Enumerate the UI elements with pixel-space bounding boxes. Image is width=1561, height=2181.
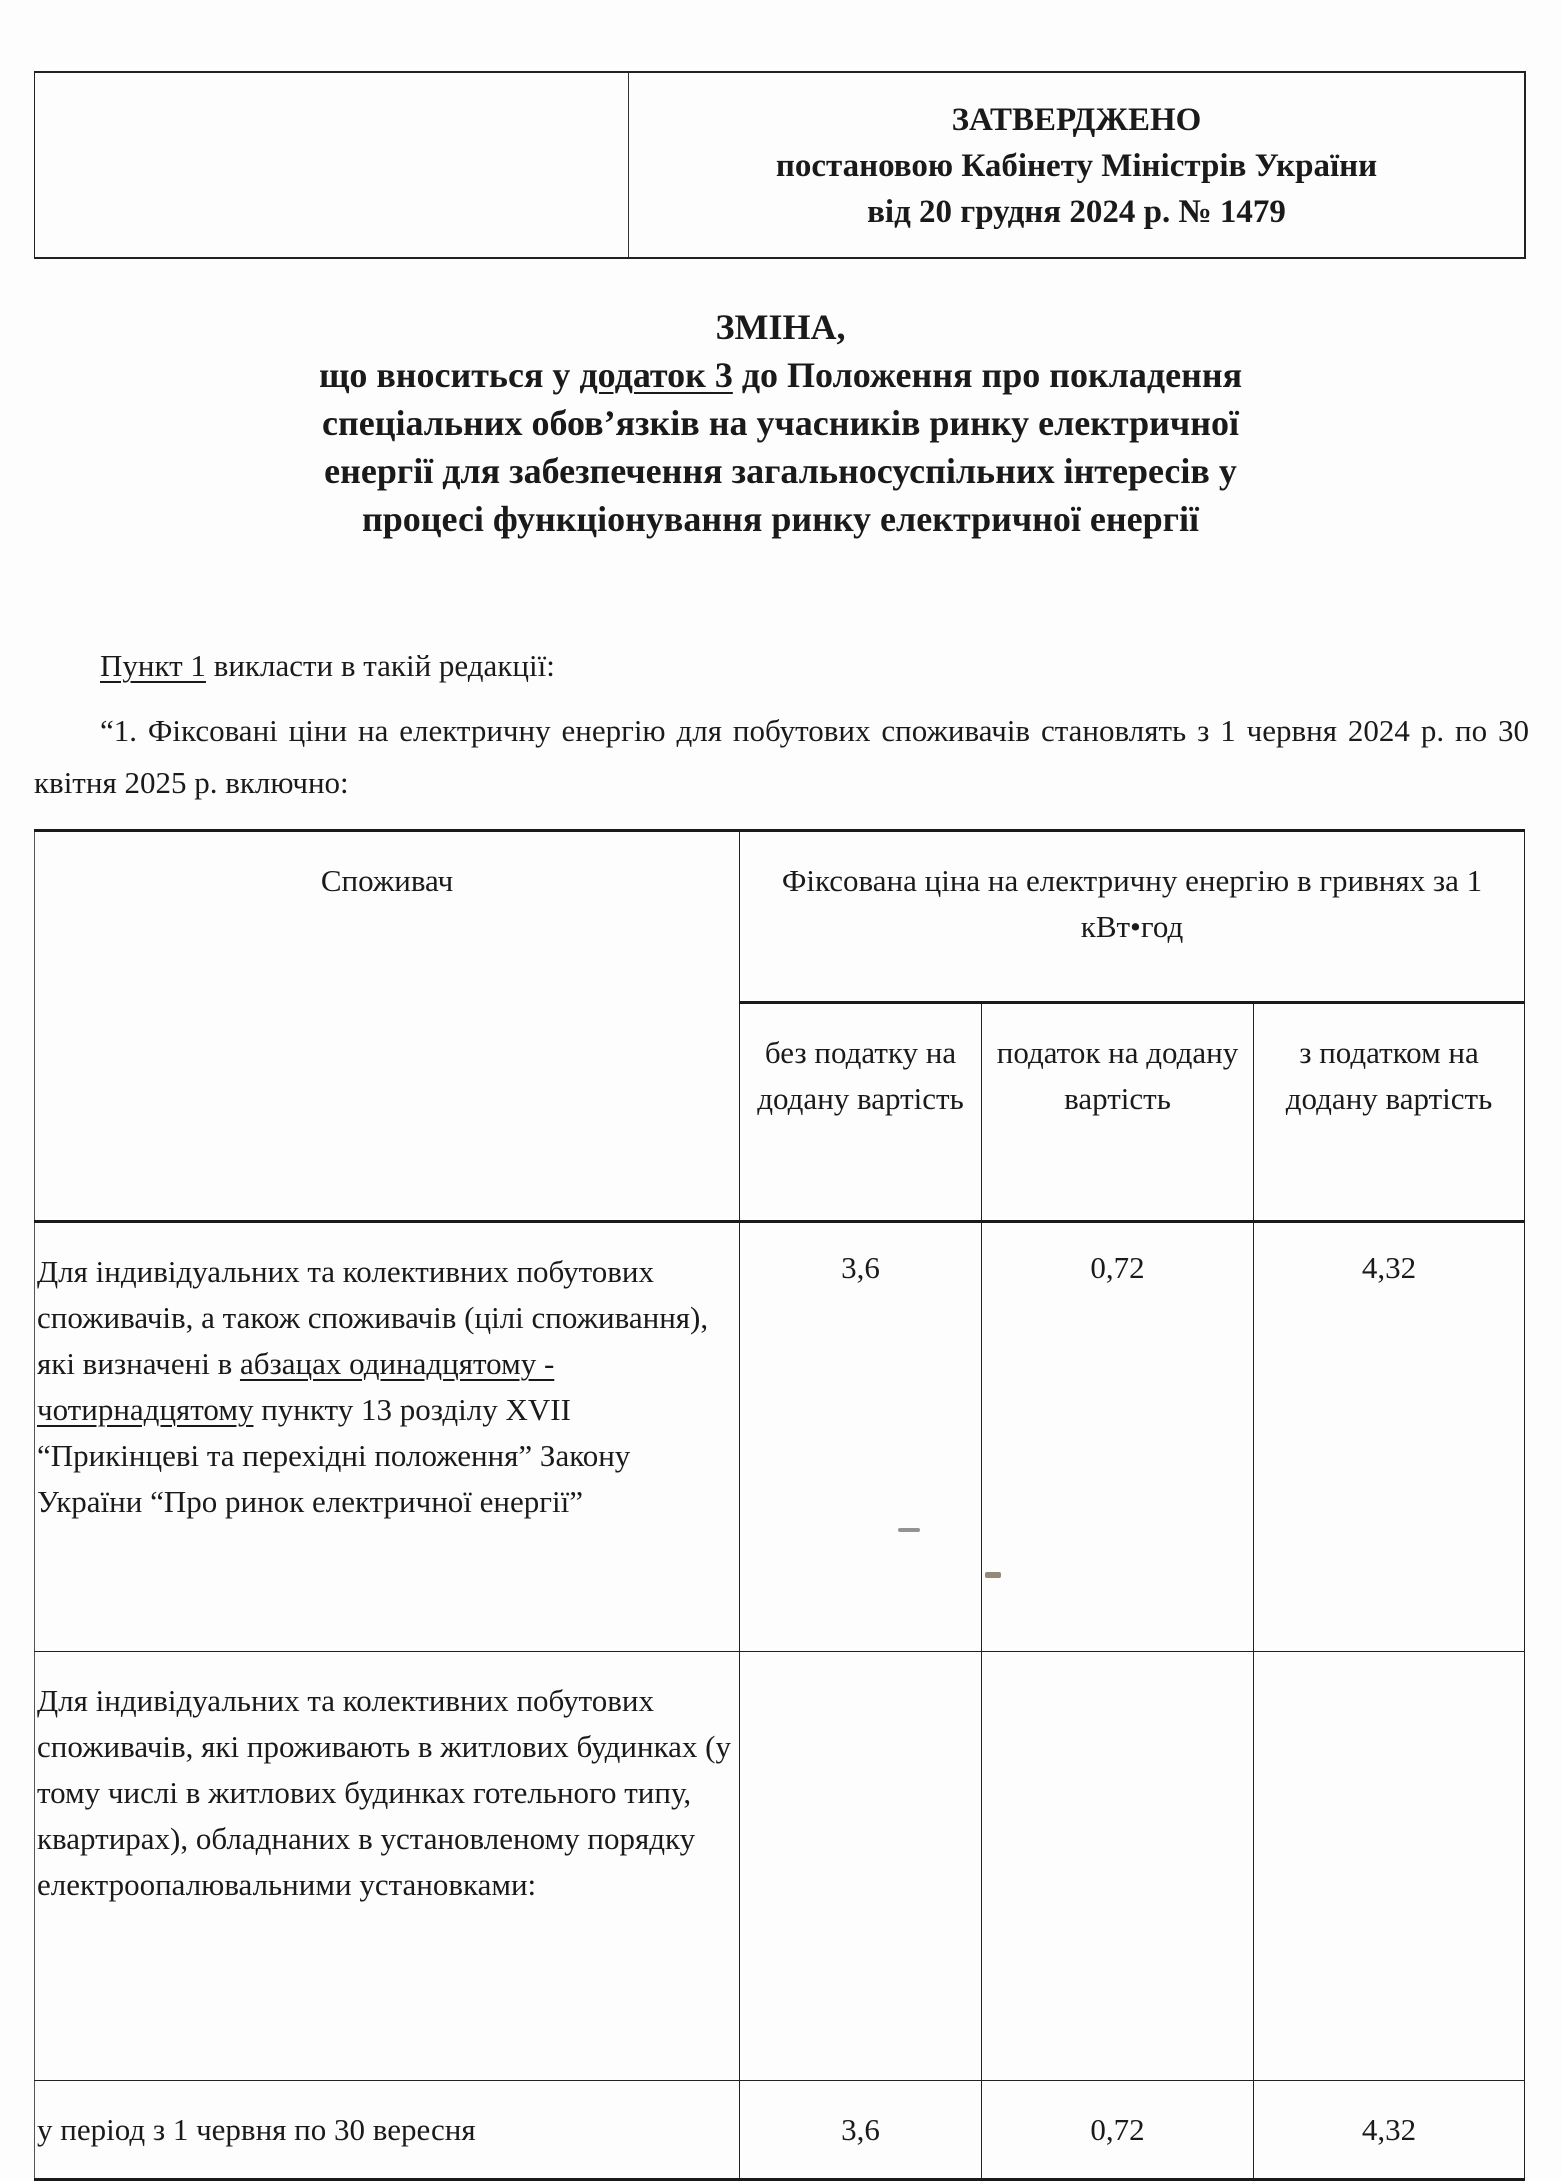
approval-date-number: від 20 грудня 2024 р. № 1479 [867,194,1286,230]
title-line-5: процесі функціонування ринку електричної енергії [362,499,1199,539]
title-line-1: ЗМІНА, [715,307,846,347]
consumer-cell [35,1222,740,1652]
consumer-cell: Для індивідуальних та колективних побутових споживачів, які проживають в житлових будинках (у тому числі в житлових будинках готельного типу, квартирах), обладнаних в установленому порядку електроопалювальними установками: [35,1652,740,2081]
title-line-2-pre: що вноситься у [318,355,580,395]
header-with-vat: з податком на додану вартість [1254,1003,1525,1222]
price-with-vat: 4,32 [1254,2081,1525,2180]
table-header-row [35,831,1525,1003]
paragraphs-11-14-link[interactable]: абзацах одинадцятому - чотирнадцятому [37,1346,555,1427]
title-line-4: енергії для забезпечення загальносуспільних інтересів у [324,451,1237,491]
consumer-text-cont: пункту 13 розділу XVII “Прикінцеві та перехідні положення” Закону України “Про ринок електричної енергії” [37,1392,631,1519]
paragraph-instruction-text: викласти в такій редакції: [205,648,555,683]
price-without-vat [740,1652,982,2081]
price-without-vat: 3,6 [740,1222,982,1652]
scan-smudge [898,1528,920,1532]
consumer-text: Для індивідуальних та колективних побутових споживачів, а також споживачів (цілі споживання), які визначені в [37,1254,709,1381]
price-with-vat [1254,1652,1525,2081]
price-without-vat: 3,6 [740,2081,982,2180]
annex-3-link[interactable]: додаток 3 [579,355,733,395]
table-row [35,1652,1525,2081]
title-line-2 [0,351,1561,399]
table-row [35,1222,1525,1652]
approval-box [34,71,1526,259]
title-line-3: спеціальних обов’язків на учасників ринку електричної [322,403,1239,443]
scan-smudge [985,1572,1001,1578]
approval-box-text [629,73,1524,257]
vat-amount: 0,72 [982,2081,1254,2180]
title-line-2-post: до Положення про покладення [732,355,1243,395]
price-with-vat: 4,32 [1254,1222,1525,1652]
approval-box-empty-cell [35,73,629,257]
price-table [34,829,1525,2181]
header-without-vat: без податку на додану вартість [740,1003,982,1222]
vat-amount: 0,72 [982,1222,1254,1652]
approval-heading: ЗАТВЕРДЖЕНО [951,102,1202,138]
document-title [0,303,1561,543]
vat-amount [982,1652,1254,2081]
header-vat: податок на додану вартість [982,1003,1254,1222]
paragraph-instruction [100,640,555,692]
header-consumer: Споживач [35,831,740,1222]
point-1-link[interactable]: Пункт 1 [100,648,206,683]
approval-authority: постановою Кабінету Міністрів України [775,148,1378,184]
table-row [35,2081,1525,2180]
consumer-cell: у період з 1 червня по 30 вересня [35,2081,740,2180]
paragraph-fixed-prices: “1. Фіксовані ціни на електричну енергію для побутових споживачів становлять з 1 червня 2024 р. по 30 квітня 2025 р. включно: [34,713,1529,800]
header-fixed-price: Фіксована ціна на електричну енергію в гривнях за 1 кВт•год [740,831,1525,1003]
